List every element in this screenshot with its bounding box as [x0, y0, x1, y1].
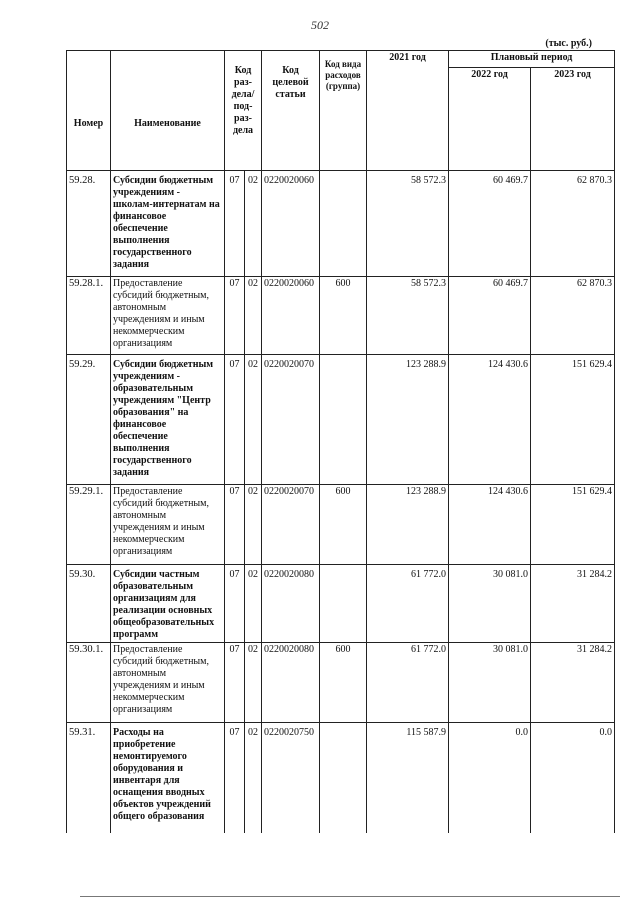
row-subsection: 02 — [245, 277, 262, 355]
row-subsection: 02 — [245, 565, 262, 643]
row-amount-2022: 60 469.7 — [449, 171, 531, 277]
row-target-code: 0220020070 — [262, 485, 320, 565]
row-target-code: 0220020080 — [262, 643, 320, 723]
row-amount-2022: 30 081.0 — [449, 565, 531, 643]
row-expense-type: 600 — [320, 277, 367, 355]
row-name: Предоставление субсидий бюджетным, автономным учреждениям и иным некоммерческим организациям — [111, 485, 225, 565]
row-amount-2022: 30 081.0 — [449, 643, 531, 723]
row-section: 07 — [225, 171, 245, 277]
row-subsection: 02 — [245, 485, 262, 565]
header-year-2022: 2022 год — [449, 68, 531, 171]
row-amount-2023: 31 284.2 — [531, 565, 615, 643]
row-expense-type — [320, 171, 367, 277]
row-section: 07 — [225, 565, 245, 643]
table-row — [67, 277, 615, 355]
row-number: 59.28. — [67, 171, 111, 277]
row-expense-type: 600 — [320, 485, 367, 565]
row-expense-type — [320, 355, 367, 485]
table-row — [67, 565, 615, 643]
row-number: 59.29.1. — [67, 485, 111, 565]
table-body — [67, 171, 615, 833]
row-name: Предоставление субсидий бюджетным, автономным учреждениям и иным некоммерческим организациям — [111, 643, 225, 723]
row-amount-2021: 123 288.9 — [367, 355, 449, 485]
header-year-2023: 2023 год — [531, 68, 615, 171]
row-target-code: 0220020070 — [262, 355, 320, 485]
row-target-code: 0220020750 — [262, 723, 320, 833]
row-section: 07 — [225, 355, 245, 485]
row-amount-2021: 61 772.0 — [367, 565, 449, 643]
budget-table — [66, 50, 615, 833]
row-amount-2022: 124 430.6 — [449, 485, 531, 565]
row-expense-type — [320, 723, 367, 833]
row-amount-2022: 0.0 — [449, 723, 531, 833]
table-header — [67, 51, 615, 171]
page-number: 502 — [311, 18, 329, 32]
table-row — [67, 723, 615, 833]
row-number: 59.31. — [67, 723, 111, 833]
row-amount-2023: 62 870.3 — [531, 277, 615, 355]
row-amount-2023: 0.0 — [531, 723, 615, 833]
table-row — [67, 171, 615, 277]
header-target-code: Код целевой статьи — [262, 51, 320, 171]
row-section: 07 — [225, 643, 245, 723]
row-amount-2023: 31 284.2 — [531, 643, 615, 723]
row-name: Субсидии частным образовательным организациям для реализации основных общеобразовательных программ — [111, 565, 225, 643]
header-planning-period: Плановый период — [449, 51, 615, 68]
row-amount-2022: 60 469.7 — [449, 277, 531, 355]
row-subsection: 02 — [245, 723, 262, 833]
header-year-2021: 2021 год — [367, 51, 449, 171]
units-label: (тыс. руб.) — [545, 38, 592, 49]
row-amount-2021: 58 572.3 — [367, 277, 449, 355]
header-section-code: Код раз- дела/ под- раз- дела — [225, 51, 262, 171]
row-number: 59.30. — [67, 565, 111, 643]
row-amount-2022: 124 430.6 — [449, 355, 531, 485]
table-row — [67, 355, 615, 485]
row-number: 59.28.1. — [67, 277, 111, 355]
row-number: 59.30.1. — [67, 643, 111, 723]
row-amount-2023: 151 629.4 — [531, 355, 615, 485]
row-subsection: 02 — [245, 355, 262, 485]
row-name: Субсидии бюджетным учреждениям - школам-интернатам на финансовое обеспечение выполнения государственного задания — [111, 171, 225, 277]
header-number: Номер — [67, 51, 111, 171]
table-row — [67, 643, 615, 723]
row-section: 07 — [225, 723, 245, 833]
row-name: Расходы на приобретение немонтируемого оборудования и инвентаря для оснащения вводных объектов учреждений общего образования — [111, 723, 225, 833]
header-name: Наименование — [111, 51, 225, 171]
row-amount-2023: 62 870.3 — [531, 171, 615, 277]
row-amount-2021: 123 288.9 — [367, 485, 449, 565]
row-section: 07 — [225, 485, 245, 565]
row-section: 07 — [225, 277, 245, 355]
row-name: Предоставление субсидий бюджетным, автономным учреждениям и иным некоммерческим организациям — [111, 277, 225, 355]
bottom-rule — [80, 896, 620, 897]
row-amount-2023: 151 629.4 — [531, 485, 615, 565]
row-expense-type — [320, 565, 367, 643]
row-amount-2021: 115 587.9 — [367, 723, 449, 833]
row-subsection: 02 — [245, 171, 262, 277]
table-row — [67, 485, 615, 565]
row-amount-2021: 61 772.0 — [367, 643, 449, 723]
row-expense-type: 600 — [320, 643, 367, 723]
row-target-code: 0220020060 — [262, 277, 320, 355]
row-number: 59.29. — [67, 355, 111, 485]
header-expense-type: Код вида расходов (группа) — [320, 51, 367, 171]
row-target-code: 0220020080 — [262, 565, 320, 643]
row-amount-2021: 58 572.3 — [367, 171, 449, 277]
row-target-code: 0220020060 — [262, 171, 320, 277]
row-subsection: 02 — [245, 643, 262, 723]
row-name: Субсидии бюджетным учреждениям - образовательным учреждениям "Центр образования" на финансовое обеспечение выполнения государственного задания — [111, 355, 225, 485]
